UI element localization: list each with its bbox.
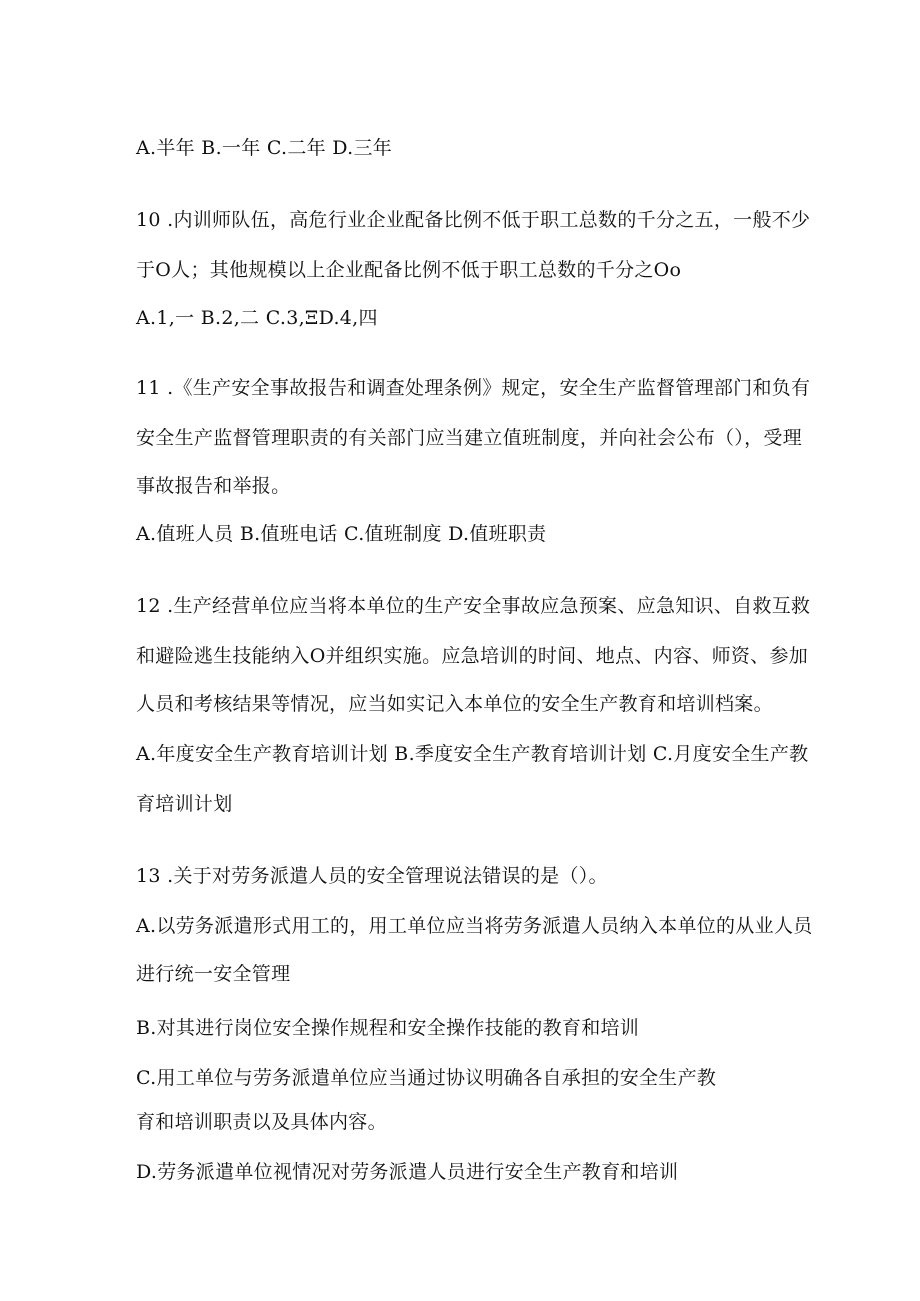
q11-line-3: 事故报告和举报。 bbox=[136, 475, 291, 497]
q12-line-3: 人员和考核结果等情况，应当如实记入本单位的安全生产教育和培训档案。 bbox=[136, 693, 773, 715]
q12-line-2: 和避险逃生技能纳入O并组织实施。应急培训的时间、地点、内容、师资、参加 bbox=[136, 645, 809, 667]
q13-option-d: D.劳务派遣单位视情况对劳务派遣人员进行安全生产教育和培训 bbox=[136, 1161, 679, 1183]
q10-options: A.1,一 B.2,二 C.3,ΞD.4,四 bbox=[136, 307, 378, 329]
q11-line-2: 安全生产监督管理职责的有关部门应当建立值班制度，并向社会公布（），受理 bbox=[136, 427, 803, 449]
q12-line-1: 12 .生产经营单位应当将本单位的生产安全事故应急预案、应急知识、自救互救 bbox=[136, 595, 811, 617]
q9-options: A.半年 B.一年 C.二年 D.三年 bbox=[136, 137, 393, 159]
q12-options-line-1: A.年度安全生产教育培训计划 B.季度安全生产教育培训计划 C.月度安全生产教 bbox=[136, 743, 809, 765]
q10-line-2: 于O人；其他规模以上企业配备比例不低于职工总数的千分之Oo bbox=[136, 259, 682, 281]
q12-options-line-2: 育培训计划 bbox=[136, 793, 233, 815]
q13-option-a-line-2: 进行统一安全管理 bbox=[136, 963, 291, 985]
q13-option-a-line-1: A.以劳务派遣形式用工的，用工单位应当将劳务派遣人员纳入本单位的从业人员 bbox=[136, 915, 813, 937]
q13-option-c-line-1: C.用工单位与劳务派遣单位应当通过协议明确各自承担的安全生产教 bbox=[136, 1067, 717, 1089]
q13-line-1: 13 .关于对劳务派遣人员的安全管理说法错误的是（）。 bbox=[136, 865, 608, 887]
q13-option-c-line-2: 育和培训职责以及具体内容。 bbox=[136, 1111, 387, 1133]
q11-options: A.值班人员 B.值班电话 C.值班制度 D.值班职责 bbox=[136, 523, 547, 545]
q13-option-b: B.对其进行岗位安全操作规程和安全操作技能的教育和培训 bbox=[136, 1017, 640, 1039]
q11-line-1: 11 .《生产安全事故报告和调查处理条例》规定，安全生产监督管理部门和负有 bbox=[136, 377, 811, 399]
q10-line-1: 10 .内训师队伍，高危行业企业配备比例不低于职工总数的千分之五，一般不少 bbox=[136, 209, 811, 231]
